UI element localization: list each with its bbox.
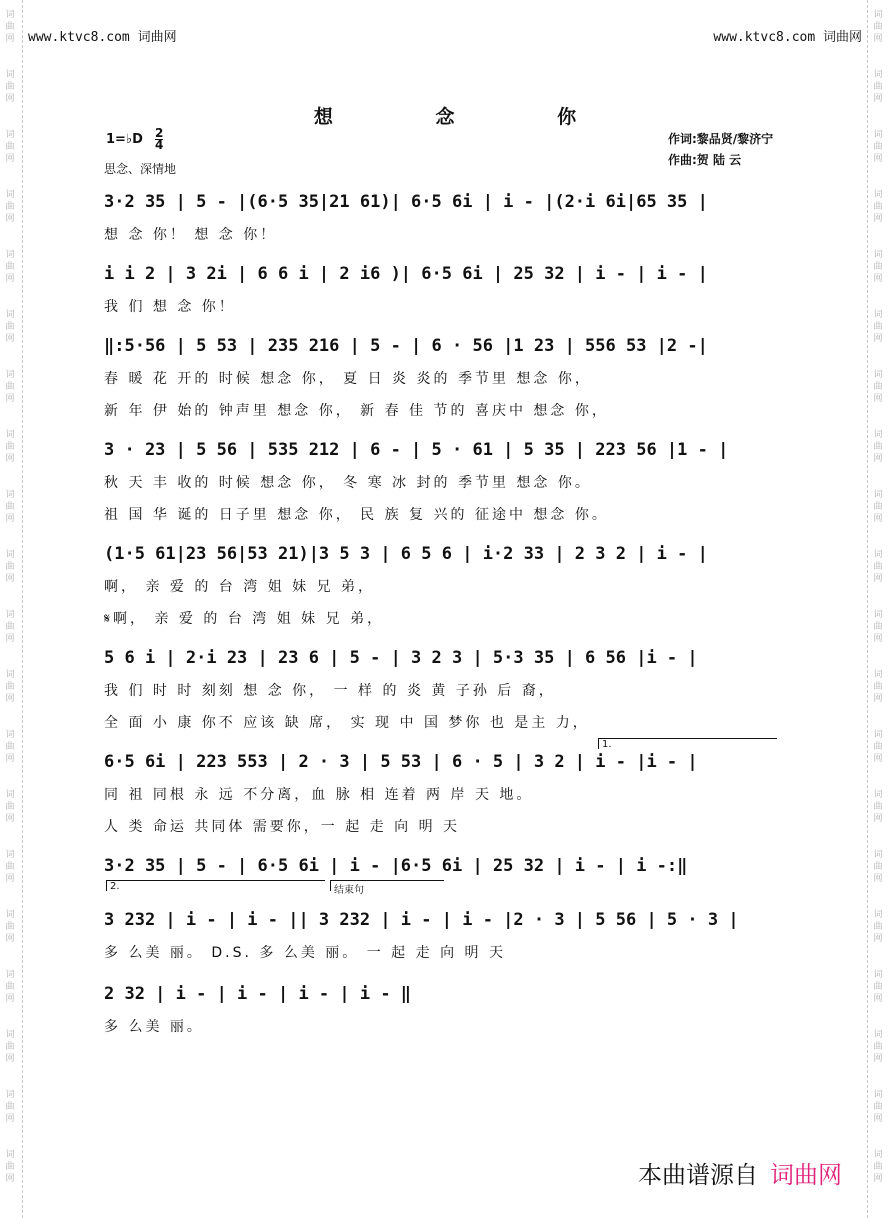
- watermark-char: 词: [873, 1030, 883, 1040]
- watermark-char: 曲: [873, 682, 883, 692]
- coda-bracket: [330, 880, 444, 896]
- watermark-char: 曲: [873, 82, 883, 92]
- watermark-char: 网: [873, 994, 883, 1004]
- watermark-char: 网: [5, 334, 15, 344]
- watermark-char: 网: [873, 1174, 883, 1184]
- notation-line: 3 · 23 | 5 56 | 535 212 | 6 - | 5 · 61 | 5 35 | 223 56 |1 - |: [104, 440, 729, 460]
- lyric-line: 全 面 小 康 你不 应该 缺 席， 实 现 中 国 梦你 也 是主 力，: [104, 715, 590, 731]
- watermark-char: 词: [5, 310, 15, 320]
- watermark-char: 词: [873, 310, 883, 320]
- watermark-char: 网: [873, 394, 883, 404]
- lyricist-credit: 作词:黎品贤/黎济宁: [668, 132, 774, 146]
- notation-line: ‖:5·56 | 5 53 | 235 216 | 5 - | 6 · 56 |1 23 | 556 53 |2 -|: [104, 336, 708, 356]
- second-ending-label: 2.: [110, 881, 120, 892]
- watermark-char: 曲: [873, 502, 883, 512]
- notation-line: 6·5 6i | 223 553 | 2 · 3 | 5 53 | 6 · 5 | 3 2 | i - |i - |: [104, 752, 698, 772]
- footer-brand[interactable]: 词曲网: [770, 1161, 842, 1189]
- watermark-char: 曲: [873, 22, 883, 32]
- watermark-char: 曲: [873, 982, 883, 992]
- lyric-line: 我 们 时 时 刻刻 想 念 你， 一 样 的 炎 黄 子孙 后 裔，: [104, 683, 556, 699]
- watermark-char: 网: [873, 214, 883, 224]
- watermark-char: 词: [873, 1150, 883, 1160]
- watermark-char: 词: [5, 250, 15, 260]
- watermark-char: 网: [873, 634, 883, 644]
- watermark-char: 网: [873, 154, 883, 164]
- watermark-char: 曲: [873, 1162, 883, 1172]
- lyric-line: 新 年 伊 始的 钟声里 想念 你， 新 春 佳 节的 喜庆中 想念 你，: [104, 403, 609, 419]
- watermark-char: 网: [5, 754, 15, 764]
- watermark-char: 词: [5, 1150, 15, 1160]
- notation-line: 3·2 35 | 5 - |(6·5 35|21 61)| 6·5 6i | i - |(2·i 6i|65 35 |: [104, 192, 708, 212]
- watermark-char: 曲: [5, 802, 15, 812]
- watermark-char: 网: [5, 94, 15, 104]
- watermark-char: 曲: [5, 22, 15, 32]
- watermark-char: 网: [873, 754, 883, 764]
- watermark-char: 网: [5, 574, 15, 584]
- watermark-char: 曲: [5, 1162, 15, 1172]
- lyric-line: 多 么美 丽。 D.S. 多 么美 丽。 一 起 走 向 明 天: [104, 945, 506, 961]
- watermark-char: 词: [873, 1090, 883, 1100]
- watermark-char: 词: [873, 370, 883, 380]
- watermark-char: 词: [873, 910, 883, 920]
- lyric-line: 人 类 命运 共同体 需要你，一 起 走 向 明 天: [104, 819, 461, 835]
- watermark-char: 词: [5, 370, 15, 380]
- watermark-char: 词: [5, 670, 15, 680]
- notation-line: (1·5 61|23 56|53 21)|3 5 3 | 6 5 6 | i·2 33 | 2 3 2 | i - |: [104, 544, 708, 564]
- lyric-line: 秋 天 丰 收的 时候 想念 你， 冬 寒 冰 封的 季节里 想念 你。: [104, 475, 592, 491]
- footer-source: [638, 1155, 842, 1190]
- watermark-char: 词: [5, 790, 15, 800]
- notation-line: 3·2 35 | 5 - | 6·5 6i | i - |6·5 6i | 25 32 | i - | i -:‖: [104, 856, 688, 876]
- watermark-char: 曲: [873, 1042, 883, 1052]
- watermark-char: 曲: [873, 322, 883, 332]
- watermark-char: 词: [873, 70, 883, 80]
- watermark-char: 词: [873, 430, 883, 440]
- watermark-char: 曲: [5, 1042, 15, 1052]
- watermark-char: 网: [5, 694, 15, 704]
- watermark-char: 网: [873, 1054, 883, 1064]
- watermark-char: 词: [5, 1030, 15, 1040]
- watermark-char: 词: [5, 910, 15, 920]
- watermark-char: 曲: [5, 322, 15, 332]
- watermark-char: 曲: [873, 202, 883, 212]
- watermark-char: 网: [873, 274, 883, 284]
- watermark-char: 曲: [5, 142, 15, 152]
- watermark-char: 曲: [873, 862, 883, 872]
- lyric-line: 同 祖 同根 永 远 不分离，血 脉 相 连着 两 岸 天 地。: [104, 787, 534, 803]
- watermark-char: 曲: [5, 502, 15, 512]
- watermark-char: 词: [873, 790, 883, 800]
- watermark-char: 曲: [873, 742, 883, 752]
- watermark-char: 网: [873, 934, 883, 944]
- lyric-line: 𝄋啊， 亲 爱 的 台 湾 姐 妹 兄 弟，: [104, 611, 385, 627]
- watermark-char: 词: [873, 550, 883, 560]
- watermark-char: 词: [873, 730, 883, 740]
- watermark-char: 曲: [873, 562, 883, 572]
- watermark-char: 曲: [873, 262, 883, 272]
- time-signature-bottom: 4: [155, 138, 164, 152]
- watermark-char: 曲: [5, 982, 15, 992]
- watermark-char: 曲: [5, 262, 15, 272]
- watermark-char: 网: [5, 154, 15, 164]
- watermark-char: 网: [5, 634, 15, 644]
- watermark-char: 网: [873, 1114, 883, 1124]
- watermark-char: 词: [5, 850, 15, 860]
- watermark-char: 网: [5, 514, 15, 524]
- watermark-char: 词: [5, 430, 15, 440]
- watermark-char: 网: [873, 514, 883, 524]
- watermark-char: 词: [873, 610, 883, 620]
- watermark-char: 网: [873, 694, 883, 704]
- watermark-char: 词: [5, 970, 15, 980]
- watermark-char: 词: [5, 490, 15, 500]
- watermark-char: 词: [5, 730, 15, 740]
- watermark-char: 网: [5, 814, 15, 824]
- notation-line: 2 32 | i - | i - | i - | i - ‖: [104, 984, 412, 1004]
- watermark-char: 曲: [873, 142, 883, 152]
- watermark-char: 曲: [5, 562, 15, 572]
- watermark-char: 词: [873, 190, 883, 200]
- watermark-char: 词: [873, 490, 883, 500]
- lyric-line: 祖 国 华 诞的 日子里 想念 你， 民 族 复 兴的 征途中 想念 你。: [104, 507, 609, 523]
- watermark-char: 网: [873, 334, 883, 344]
- watermark-char: 词: [5, 190, 15, 200]
- watermark-char: 曲: [873, 382, 883, 392]
- watermark-char: 曲: [5, 622, 15, 632]
- watermark-char: 网: [5, 454, 15, 464]
- footer-text: 本曲谱源自: [638, 1161, 758, 1189]
- watermark-char: 曲: [5, 82, 15, 92]
- lyric-line: 想 念 你！ 想 念 你！: [104, 227, 278, 243]
- watermark-char: 曲: [5, 202, 15, 212]
- watermark-char: 曲: [873, 1102, 883, 1112]
- watermark-char: 词: [873, 670, 883, 680]
- lyric-line: 多 么美 丽。: [104, 1019, 204, 1035]
- watermark-char: 词: [5, 610, 15, 620]
- lyric-line: 春 暖 花 开的 时候 想念 你， 夏 日 炎 炎的 季节里 想念 你，: [104, 371, 592, 387]
- watermark-char: 网: [5, 874, 15, 884]
- left-watermark-strip: [0, 0, 23, 1218]
- lyric-line: 啊， 亲 爱 的 台 湾 姐 妹 兄 弟，: [104, 579, 376, 595]
- first-ending-label: 1.: [602, 739, 612, 750]
- watermark-char: 网: [5, 1114, 15, 1124]
- watermark-char: 词: [5, 1090, 15, 1100]
- site-url-left[interactable]: www.ktvc8.com 词曲网: [28, 30, 177, 45]
- time-signature-top: 2: [155, 126, 164, 140]
- watermark-char: 词: [873, 130, 883, 140]
- watermark-char: 词: [873, 970, 883, 980]
- watermark-char: 曲: [873, 802, 883, 812]
- watermark-char: 曲: [5, 862, 15, 872]
- watermark-char: 词: [873, 10, 883, 20]
- watermark-char: 曲: [5, 382, 15, 392]
- watermark-char: 网: [5, 214, 15, 224]
- watermark-char: 网: [873, 814, 883, 824]
- watermark-char: 词: [5, 550, 15, 560]
- composer-credit: 作曲:贺 陆 云: [668, 153, 742, 167]
- watermark-char: 网: [5, 994, 15, 1004]
- watermark-char: 网: [873, 94, 883, 104]
- watermark-char: 词: [5, 70, 15, 80]
- lyric-line: 我 们 想 念 你！: [104, 299, 236, 315]
- watermark-char: 网: [5, 34, 15, 44]
- notation-line: i i 2 | 3 2i | 6 6 i | 2 i6 )| 6·5 6i | 25 32 | i - | i - |: [104, 264, 708, 284]
- song-title: 想 念 你: [313, 106, 625, 128]
- watermark-char: 曲: [5, 742, 15, 752]
- watermark-char: 网: [873, 874, 883, 884]
- watermark-char: 曲: [873, 442, 883, 452]
- watermark-char: 网: [5, 1054, 15, 1064]
- right-watermark-strip: [867, 0, 890, 1218]
- watermark-char: 网: [873, 34, 883, 44]
- watermark-char: 网: [5, 394, 15, 404]
- second-ending-bracket: [106, 880, 325, 891]
- notation-line: 3 232 | i - | i - || 3 232 | i - | i - |2 · 3 | 5 56 | 5 · 3 |: [104, 910, 739, 930]
- watermark-char: 网: [5, 934, 15, 944]
- key-signature: 1=♭D: [106, 132, 143, 147]
- notation-line: 5 6 i | 2·i 23 | 23 6 | 5 - | 3 2 3 | 5·3 35 | 6 56 |i - |: [104, 648, 698, 668]
- watermark-char: 词: [5, 130, 15, 140]
- watermark-char: 网: [873, 454, 883, 464]
- coda-label: 结束句: [334, 885, 364, 896]
- first-ending-bracket: [598, 738, 777, 749]
- watermark-char: 曲: [873, 922, 883, 932]
- watermark-char: 词: [873, 850, 883, 860]
- watermark-char: 曲: [5, 442, 15, 452]
- watermark-char: 曲: [5, 922, 15, 932]
- watermark-char: 网: [5, 1174, 15, 1184]
- watermark-char: 曲: [873, 622, 883, 632]
- watermark-char: 词: [873, 250, 883, 260]
- watermark-char: 曲: [5, 1102, 15, 1112]
- tempo-marking: 思念、深情地: [104, 162, 177, 176]
- watermark-char: 词: [5, 10, 15, 20]
- time-signature: [155, 128, 163, 151]
- watermark-char: 曲: [5, 682, 15, 692]
- site-url-right[interactable]: www.ktvc8.com 词曲网: [713, 30, 862, 45]
- watermark-char: 网: [873, 574, 883, 584]
- watermark-char: 网: [5, 274, 15, 284]
